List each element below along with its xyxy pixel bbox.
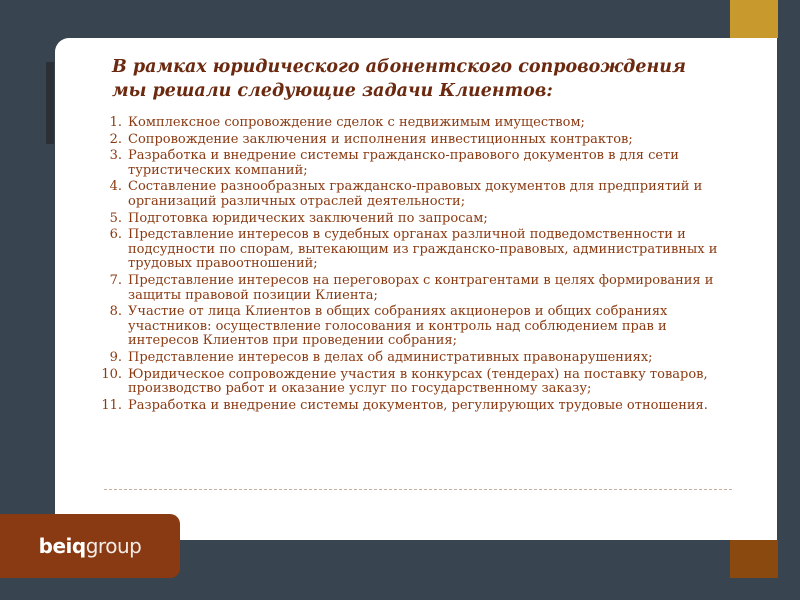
task-item — [92, 305, 732, 349]
task-text: Разработка и внедрение системы гражданско-правового документов в для сети туристических компаний; — [128, 148, 679, 178]
accent-block-top — [730, 0, 778, 38]
slide-title: В рамках юридического абонентского сопровождения мы решали следующие задачи Клиентов: — [112, 57, 686, 101]
task-text: Участие от лица Клиентов в общих собраниях акционеров и общих собраниях участников: осуществление голосования и контроль над соблюдением прав и интересов Клиентов при проведении собрания; — [128, 304, 668, 349]
task-item — [92, 399, 732, 414]
task-text: Представление интересов в делах об административных правонарушениях; — [128, 349, 653, 365]
accent-block-bottom — [730, 540, 778, 578]
task-text: Представление интересов на переговорах с контрагентами в целях формирования и защиты правовой позиции Клиента; — [128, 272, 714, 303]
task-number: 10. — [101, 366, 122, 382]
task-number: 5. — [109, 210, 122, 226]
task-text: Юридическое сопровождение участия в конкурсах (тендерах) на поставку товаров, производство работ и оказание услуг по государственному заказу; — [128, 366, 708, 397]
task-number: 4. — [109, 179, 122, 195]
task-list — [92, 116, 732, 415]
task-text: Разработка и внедрение системы документов, регулирующих трудовые отношения. — [128, 397, 708, 413]
task-item — [92, 368, 732, 397]
task-text: Представление интересов в судебных органах различной подведомственности и подсудности по спорам, вытекающим из гражданско-правовых, административных и трудовых правоотношений; — [128, 227, 718, 272]
logo-bold: beiq — [38, 534, 86, 558]
task-text: Сопровождение заключения и исполнения инвестиционных контрактов; — [128, 131, 633, 147]
task-item — [92, 351, 732, 366]
task-number: 8. — [109, 304, 122, 320]
company-logo — [39, 534, 142, 558]
task-number: 11. — [101, 397, 122, 413]
task-number: 1. — [109, 115, 122, 130]
task-number: 3. — [109, 148, 122, 164]
task-number: 2. — [109, 131, 122, 147]
task-item — [92, 274, 732, 303]
task-item — [92, 212, 732, 227]
task-item — [92, 228, 732, 272]
task-number: 9. — [109, 349, 122, 365]
dashed-divider — [104, 489, 732, 490]
logo-box — [0, 514, 180, 578]
task-text: Подготовка юридических заключений по запросам; — [128, 210, 488, 226]
task-text: Составление разнообразных гражданско-правовых документов для предприятий и организаций различных отраслей деятельности; — [128, 179, 703, 209]
card-edge-shadow — [46, 62, 54, 144]
task-item — [92, 116, 732, 131]
task-number: 7. — [109, 272, 122, 288]
task-number: 6. — [109, 227, 122, 243]
task-item — [92, 149, 732, 178]
logo-light: group — [85, 534, 142, 558]
task-item — [92, 133, 732, 148]
task-text: Комплексное сопровождение сделок с недвижимым имуществом; — [128, 115, 585, 130]
task-item — [92, 180, 732, 209]
